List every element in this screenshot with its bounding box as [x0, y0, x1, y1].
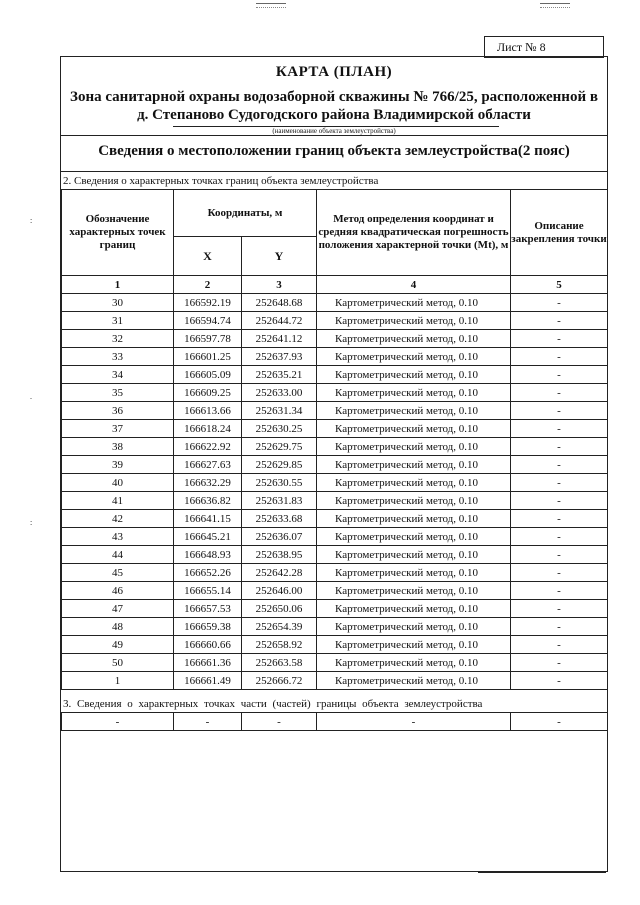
- table-row: [62, 420, 608, 438]
- x-coordinate-cell: 166627.63: [174, 456, 242, 474]
- point-id-cell: 42: [62, 510, 174, 528]
- y-coordinate-cell: 252641.12: [242, 330, 317, 348]
- y-coordinate-cell: 252636.07: [242, 528, 317, 546]
- description-cell: -: [511, 330, 608, 348]
- y-coordinate-cell: 252663.58: [242, 654, 317, 672]
- scan-mark-top-right: [540, 3, 570, 8]
- point-id-cell: 31: [62, 312, 174, 330]
- x-coordinate-cell: 166609.25: [174, 384, 242, 402]
- column-number: 4: [317, 276, 511, 294]
- point-id-cell: 50: [62, 654, 174, 672]
- x-coordinate-cell: 166592.19: [174, 294, 242, 312]
- table-cell: -: [317, 713, 511, 731]
- divider: [61, 135, 607, 136]
- table-row: [62, 402, 608, 420]
- scan-mark-left-1: :: [30, 216, 33, 225]
- point-id-cell: 47: [62, 600, 174, 618]
- point-id-cell: 34: [62, 366, 174, 384]
- method-cell: Картометрический метод, 0.10: [317, 348, 511, 366]
- description-cell: -: [511, 312, 608, 330]
- table-row: [62, 492, 608, 510]
- table-cell: -: [242, 713, 317, 731]
- divider: [61, 171, 607, 172]
- parts-section-label: 3. Сведения о характерных точках части (частей) границы объекта землеустройства: [63, 698, 483, 710]
- method-cell: Картометрический метод, 0.10: [317, 654, 511, 672]
- y-coordinate-cell: 252654.39: [242, 618, 317, 636]
- table-row: [62, 474, 608, 492]
- point-id-cell: 39: [62, 456, 174, 474]
- x-coordinate-cell: 166641.15: [174, 510, 242, 528]
- method-cell: Картометрический метод, 0.10: [317, 456, 511, 474]
- method-cell: Картометрический метод, 0.10: [317, 618, 511, 636]
- y-coordinate-cell: 252629.85: [242, 456, 317, 474]
- method-cell: Картометрический метод, 0.10: [317, 546, 511, 564]
- point-id-cell: 44: [62, 546, 174, 564]
- y-coordinate-cell: 252637.93: [242, 348, 317, 366]
- y-coordinate-cell: 252633.00: [242, 384, 317, 402]
- description-cell: -: [511, 528, 608, 546]
- zone-title-line-2: д. Степаново Судогодского района Владимирской области: [137, 107, 531, 123]
- method-cell: Картометрический метод, 0.10: [317, 474, 511, 492]
- description-cell: -: [511, 492, 608, 510]
- point-id-cell: 41: [62, 492, 174, 510]
- document-frame: [60, 56, 608, 872]
- description-cell: -: [511, 294, 608, 312]
- method-cell: Картометрический метод, 0.10: [317, 582, 511, 600]
- x-coordinate-cell: 166657.53: [174, 600, 242, 618]
- description-cell: -: [511, 438, 608, 456]
- point-id-cell: 40: [62, 474, 174, 492]
- x-coordinate-cell: 166601.25: [174, 348, 242, 366]
- x-coordinate-cell: 166652.26: [174, 564, 242, 582]
- point-id-cell: 37: [62, 420, 174, 438]
- method-cell: Картометрический метод, 0.10: [317, 564, 511, 582]
- table-row: [62, 546, 608, 564]
- method-cell: Картометрический метод, 0.10: [317, 366, 511, 384]
- y-coordinate-cell: 252631.83: [242, 492, 317, 510]
- table-row: [62, 348, 608, 366]
- x-coordinate-cell: 166622.92: [174, 438, 242, 456]
- x-coordinate-cell: 166659.38: [174, 618, 242, 636]
- description-cell: -: [511, 456, 608, 474]
- method-cell: Картометрический метод, 0.10: [317, 294, 511, 312]
- table-row: [62, 618, 608, 636]
- description-cell: -: [511, 636, 608, 654]
- point-id-cell: 46: [62, 582, 174, 600]
- zone-title-line-1: Зона санитарной охраны водозаборной скважины № 766/25, расположенной в: [70, 89, 598, 105]
- method-cell: Картометрический метод, 0.10: [317, 636, 511, 654]
- table-row: [62, 582, 608, 600]
- description-cell: -: [511, 474, 608, 492]
- y-coordinate-cell: 252644.72: [242, 312, 317, 330]
- x-coordinate-cell: 166655.14: [174, 582, 242, 600]
- y-coordinate-cell: 252633.68: [242, 510, 317, 528]
- point-id-cell: 49: [62, 636, 174, 654]
- y-coordinate-cell: 252648.68: [242, 294, 317, 312]
- table-row: [62, 456, 608, 474]
- column-number: 3: [242, 276, 317, 294]
- x-coordinate-cell: 166661.49: [174, 672, 242, 690]
- description-cell: -: [511, 402, 608, 420]
- scan-mark-top-left: [256, 3, 286, 8]
- description-cell: -: [511, 654, 608, 672]
- sheet-number: Лист № 8: [497, 40, 546, 54]
- x-coordinate-cell: 166618.24: [174, 420, 242, 438]
- table-row: [62, 384, 608, 402]
- y-coordinate-cell: 252630.55: [242, 474, 317, 492]
- map-title: КАРТА (ПЛАН): [275, 64, 393, 80]
- table-row: [62, 528, 608, 546]
- x-coordinate-cell: 166648.93: [174, 546, 242, 564]
- y-coordinate-cell: 252629.75: [242, 438, 317, 456]
- header-point: Обозначение характерных точек границ: [62, 190, 174, 276]
- column-number: 5: [511, 276, 608, 294]
- table-row: [62, 654, 608, 672]
- x-coordinate-cell: 166661.36: [174, 654, 242, 672]
- x-coordinate-cell: 166605.09: [174, 366, 242, 384]
- y-coordinate-cell: 252658.92: [242, 636, 317, 654]
- header-coordinates: Координаты, м: [174, 190, 317, 237]
- x-coordinate-cell: 166660.66: [174, 636, 242, 654]
- method-cell: Картометрический метод, 0.10: [317, 510, 511, 528]
- scan-mark-left-2: .: [30, 392, 32, 401]
- table-cell: -: [62, 713, 174, 731]
- table-header-row: [62, 190, 608, 237]
- y-coordinate-cell: 252638.95: [242, 546, 317, 564]
- point-id-cell: 36: [62, 402, 174, 420]
- description-cell: -: [511, 600, 608, 618]
- method-cell: Картометрический метод, 0.10: [317, 420, 511, 438]
- table-row: [62, 312, 608, 330]
- y-coordinate-cell: 252650.06: [242, 600, 317, 618]
- point-id-cell: 33: [62, 348, 174, 366]
- description-cell: -: [511, 384, 608, 402]
- table-row: [62, 713, 608, 731]
- sheet-number-box: [484, 36, 604, 58]
- parts-table: [61, 712, 608, 731]
- x-coordinate-cell: 166597.78: [174, 330, 242, 348]
- table-cell: -: [511, 713, 608, 731]
- description-cell: -: [511, 366, 608, 384]
- column-number: 2: [174, 276, 242, 294]
- table-row: [62, 510, 608, 528]
- coordinates-table: [61, 189, 608, 690]
- table-cell: -: [174, 713, 242, 731]
- method-cell: Картометрический метод, 0.10: [317, 330, 511, 348]
- table-row: [62, 636, 608, 654]
- header-method: Метод определения координат и средняя квадратическая погрешность положения характерной точки (Mt), м: [317, 190, 511, 276]
- points-section-label: 2. Сведения о характерных точках границ объекта землеустройства: [63, 175, 379, 187]
- point-id-cell: 1: [62, 672, 174, 690]
- point-id-cell: 35: [62, 384, 174, 402]
- y-coordinate-cell: 252646.00: [242, 582, 317, 600]
- description-cell: -: [511, 348, 608, 366]
- y-coordinate-cell: 252631.34: [242, 402, 317, 420]
- method-cell: Картометрический метод, 0.10: [317, 492, 511, 510]
- description-cell: -: [511, 546, 608, 564]
- table-row: [62, 294, 608, 312]
- point-id-cell: 43: [62, 528, 174, 546]
- point-id-cell: 45: [62, 564, 174, 582]
- y-coordinate-cell: 252666.72: [242, 672, 317, 690]
- table-row: [62, 672, 608, 690]
- table-row: [62, 600, 608, 618]
- method-cell: Картометрический метод, 0.10: [317, 402, 511, 420]
- method-cell: Картометрический метод, 0.10: [317, 672, 511, 690]
- table-row: [62, 438, 608, 456]
- x-coordinate-cell: 166645.21: [174, 528, 242, 546]
- method-cell: Картометрический метод, 0.10: [317, 384, 511, 402]
- description-cell: -: [511, 672, 608, 690]
- x-coordinate-cell: 166632.29: [174, 474, 242, 492]
- y-coordinate-cell: 252630.25: [242, 420, 317, 438]
- column-number: 1: [62, 276, 174, 294]
- point-id-cell: 48: [62, 618, 174, 636]
- footer-rule: [478, 872, 606, 873]
- method-cell: Картометрический метод, 0.10: [317, 528, 511, 546]
- table-row: [62, 366, 608, 384]
- x-coordinate-cell: 166636.82: [174, 492, 242, 510]
- y-coordinate-cell: 252635.21: [242, 366, 317, 384]
- x-coordinate-cell: 166594.74: [174, 312, 242, 330]
- y-coordinate-cell: 252642.28: [242, 564, 317, 582]
- scan-mark-left-3: :: [30, 518, 33, 527]
- header-description: Описание закрепления точки: [511, 190, 608, 276]
- x-coordinate-cell: 166613.66: [174, 402, 242, 420]
- point-id-cell: 30: [62, 294, 174, 312]
- description-cell: -: [511, 582, 608, 600]
- description-cell: -: [511, 420, 608, 438]
- object-caption: (наименование объекта землеустройства): [272, 127, 396, 135]
- point-id-cell: 32: [62, 330, 174, 348]
- table-row: [62, 564, 608, 582]
- column-number-row: [62, 276, 608, 294]
- header-x: X: [174, 237, 242, 276]
- description-cell: -: [511, 618, 608, 636]
- table-row: [62, 330, 608, 348]
- method-cell: Картометрический метод, 0.10: [317, 312, 511, 330]
- header-y: Y: [242, 237, 317, 276]
- method-cell: Картометрический метод, 0.10: [317, 438, 511, 456]
- description-cell: -: [511, 510, 608, 528]
- section-title: Сведения о местоположении границ объекта землеустройства(2 пояс): [98, 143, 570, 159]
- method-cell: Картометрический метод, 0.10: [317, 600, 511, 618]
- point-id-cell: 38: [62, 438, 174, 456]
- coordinates-table-body: [62, 294, 608, 690]
- description-cell: -: [511, 564, 608, 582]
- title-block: [61, 57, 607, 134]
